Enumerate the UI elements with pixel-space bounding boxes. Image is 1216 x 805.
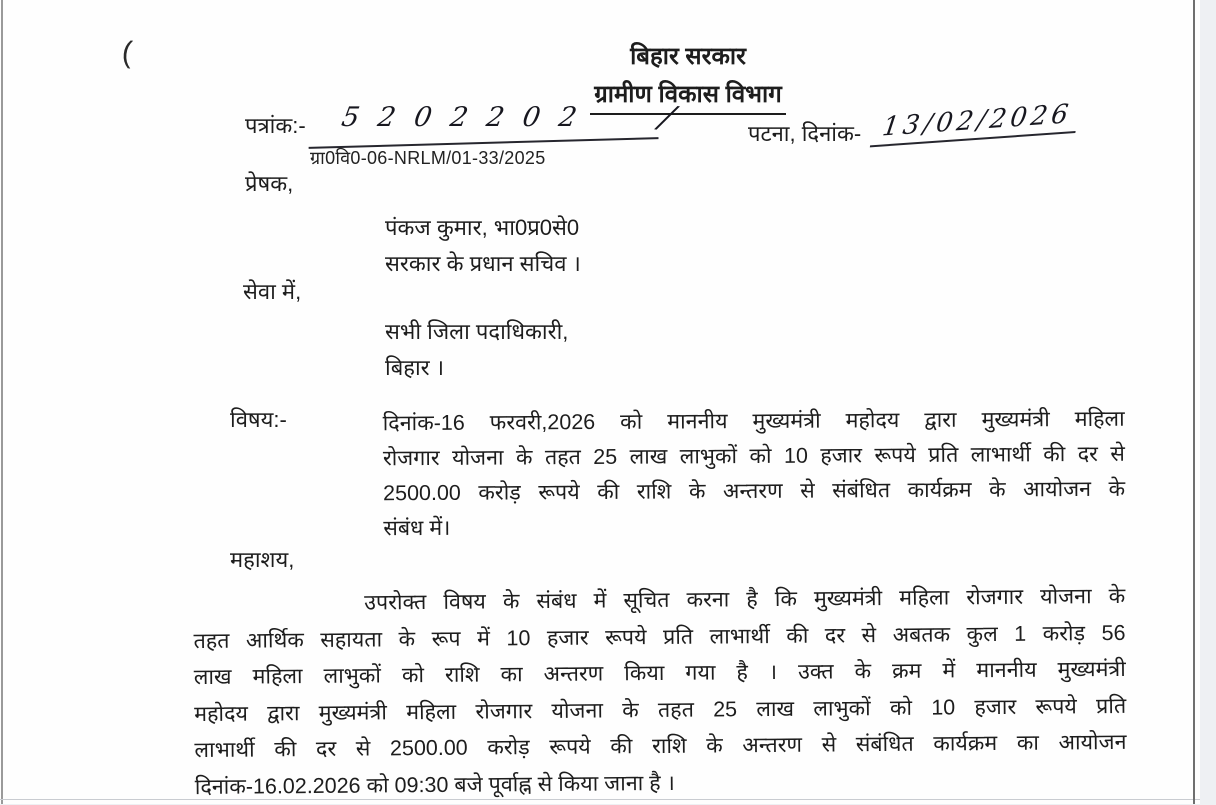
letterhead-department-text: ग्रामीण विकास विभाग: [590, 80, 786, 115]
subject-line: 2500.00 करोड़ रूपये की राशि के अन्तरण से संबंधित कार्यक्रम के आयोजन के: [383, 476, 1126, 506]
subject-label: विषय:-: [230, 407, 287, 432]
letter-no-handwritten: 5202202: [339, 102, 598, 133]
body-line: दिनांक-16.02.2026 को 09:30 बजे पूर्वाह्न से किया जाना है ।: [194, 770, 675, 799]
body-line: लाख महिला लाभुकों को राशि का अन्तरण किया गया है । उक्त के क्रम में माननीय मुख्यमंत्री: [193, 656, 1126, 690]
pen-corner-mark: (: [120, 35, 134, 70]
body-line: उपरोक्त विषय के संबंध में सूचित करना है कि मुख्यमंत्री महिला रोजगार योजना के: [364, 583, 1126, 615]
viewer-gutter: [1200, 0, 1216, 804]
reference-number: ग्रा0वि0-06-NRLM/01-33/2025: [310, 148, 546, 168]
body-line: महोदय द्वारा मुख्यमंत्री महिला रोजगार योजना के तहत 25 लाख लाभुकों को 10 हजार रूपये प्रति: [194, 693, 1127, 726]
sender-title: सरकार के प्रधान सचिव ।: [385, 251, 581, 276]
sender-label: प्रेषक,: [245, 171, 294, 196]
date-handwritten: 13/02/2026: [870, 99, 1080, 148]
subject-line: संबंध में।: [383, 515, 451, 541]
recipient-line1: सभी जिला पदाधिकारी,: [385, 319, 569, 344]
recipient-line2: बिहार ।: [385, 355, 445, 380]
scan-edge-right: [1193, 0, 1195, 804]
subject-line: रोजगार योजना के तहत 25 लाख लाभुकों को 10 हजार रूपये प्रति लाभार्थी की दर से: [382, 441, 1125, 471]
recipient-label: सेवा में,: [243, 279, 302, 304]
sender-name: पंकज कुमार, भा0प्र0से0: [385, 215, 580, 240]
letter-no-label: पत्रांक:-: [245, 113, 306, 138]
body-paragraph: [193, 578, 1127, 805]
place-date-label: पटना, दिनांक-: [748, 121, 862, 146]
letter-no-slash-mark: /: [654, 98, 681, 136]
body-line: तहत आर्थिक सहायता के रूप में 10 हजार रूपये प्रति लाभार्थी की दर से अबतक कुल 1 करोड़ 56: [193, 620, 1126, 653]
subject-paragraph: [383, 402, 1126, 547]
subject-line: दिनांक-16 फरवरी,2026 को माननीय मुख्यमंत्री महोदय द्वारा मुख्यमंत्री महिला: [382, 406, 1125, 436]
letterhead-government: बिहार सरकार: [630, 43, 746, 70]
salutation: महाशय,: [230, 547, 295, 572]
scan-edge-left: [1, 0, 3, 804]
body-line: लाभार्थी की दर से 2500.00 करोड़ रूपये की राशि के अन्तरण से संबंधित कार्यक्रम का आयोजन: [194, 729, 1127, 763]
